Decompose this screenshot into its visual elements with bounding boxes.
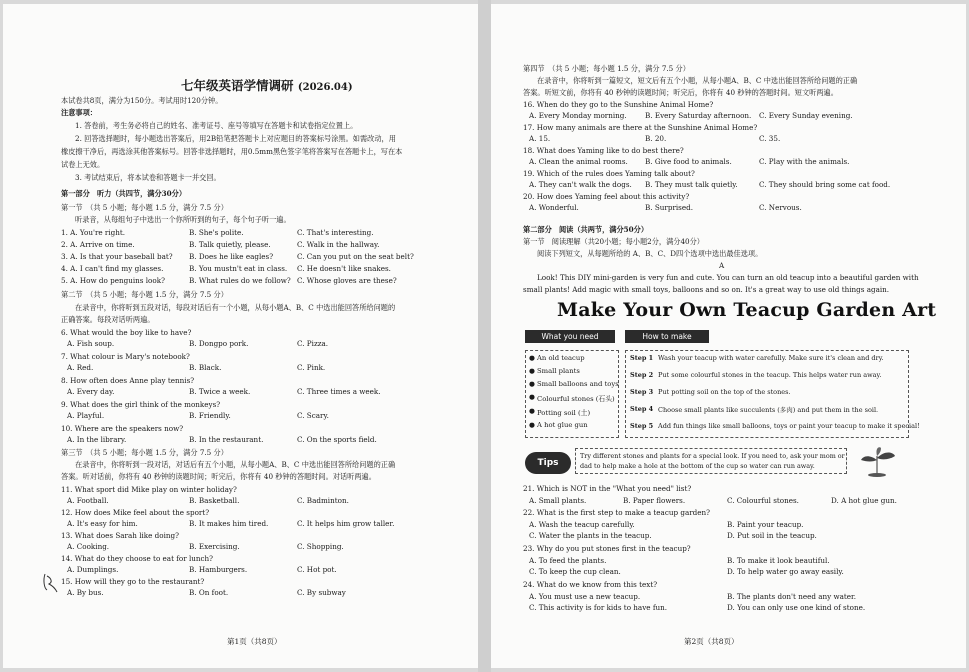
question-options [523,203,953,214]
question-text: 16. When do they go to the Sunshine Animal Home? [523,100,714,109]
option-b: B. Surprised. [645,203,694,212]
question-options [523,111,953,122]
question-text: 14. What do they choose to eat for lunch? [61,554,214,563]
option-b: B. Paint your teacup. [727,520,804,529]
option-b: B. It makes him tired. [189,519,269,528]
question-options [523,603,953,614]
option-c: C. To keep the cup clean. [529,567,621,576]
material-text: A hot glue gun [537,421,588,429]
option-b: B. The plants don't need any water. [727,592,856,601]
notice-2a: 2. 回答选择题时，每小题选出答案后，用2B铅笔把答题卡上对应题目的答案标号涂黑。如需改动，用 [75,134,396,143]
what-you-need-tab: What you need [525,330,615,343]
exam-page-2 [491,4,966,668]
question-options [523,180,953,191]
question-options [61,565,471,576]
passage-title: Make Your Own Teacup Garden Art [557,299,937,321]
material-item: ● An old teacup [529,354,585,362]
question-options [523,592,953,603]
material-item: ● Colourful stones (石头) [529,393,615,403]
option: 2. A. Arrive on time. [61,240,135,249]
question-options [61,542,471,553]
option-a: A. Red. [67,363,94,372]
sec1-heading: 第一节 （共 5 小题；每小题 1.5 分，满分 7.5 分） [61,203,228,212]
sec1-questions [61,228,471,288]
question-options [61,588,471,599]
step-number: Step 1 [630,354,654,362]
question-stem [523,123,953,134]
question-options [61,339,471,350]
step-number: Step 3 [630,388,654,396]
question-options [523,496,953,507]
option-a: A. By bus. [67,588,104,597]
material-item: ● Small balloons and toys [529,380,619,388]
option-c: C. Every Sunday evening. [759,111,853,120]
passage-line-1: Look! This DIY mini-garden is very fun and cute. You can turn an old teacup into a beautiful garden with [537,273,919,282]
material-item: ● Small plants [529,367,580,375]
step-text: Choose small plants like succulents (多肉) and put them in the soil. [658,406,879,414]
option-c: C. 35. [759,134,781,143]
question-stem [523,146,953,157]
question-options [61,387,471,398]
option-b: B. To make it look beautiful. [727,556,830,565]
question-text: 20. How does Yaming feel about this activity? [523,192,690,201]
option-b: B. Basketball. [189,496,240,505]
passage-line-2: small plants! Add magic with small toys, balloons and so on. It's a great way to use old things again. [523,285,890,294]
material-text: An old teacup [537,354,585,362]
option-a: A. Wonderful. [529,203,579,212]
option-c: C. Badminton. [297,496,349,505]
tips-text: Try different stones and plants for a special look. If you need to, ask your mom or [580,452,845,460]
material-text: Potting soil (土) [537,409,591,417]
question-text: 11. What sport did Mike play on winter holiday? [61,485,237,494]
page-gutter [478,0,491,672]
reading-section-heading: 第一节 阅读理解（共20小题；每小题2分，满分40分） [523,237,704,246]
step-text: Put some colourful stones in the teacup. This helps water run away. [658,371,882,379]
passage-label: A [719,261,725,270]
question-row [61,240,471,251]
question-options [61,363,471,374]
question-text: 21. Which is NOT in the "What you need" list? [523,484,692,493]
option: C. He doesn't like snakes. [297,264,391,273]
materials-box [525,350,619,438]
question-options [523,556,953,567]
question-text: 13. What does Sarah like doing? [61,531,179,540]
option-c: C. Three times a week. [297,387,381,396]
option-d: D. Put soil in the teacup. [727,531,817,540]
option-a: A. 15. [529,134,551,143]
tips-box [575,448,847,474]
step-text: Put potting soil on the top of the stones. [658,388,791,396]
option: B. You mustn't eat in class. [189,264,288,273]
question-stem [61,577,471,588]
option-c: C. This activity is for kids to have fun. [529,603,668,612]
option-c: C. Colourful stones. [727,496,799,505]
option-d: D. To help water go away easily. [727,567,844,576]
notice-2b: 橡皮擦干净后，再选涂其他答案标号。回答非选择题时，用0.5mm黑色签字笔将答案写在答题卡上，写在本 [61,147,403,156]
option-b: B. Every Saturday afternoon. [645,111,752,120]
option-b: B. Friendly. [189,411,231,420]
option-c: C. Play with the animals. [759,157,850,166]
option-a: A. You must use a new teacup. [529,592,641,601]
question-stem [61,400,471,411]
question-stem [61,328,471,339]
option-c: C. By subway [297,588,346,597]
question-options [61,496,471,507]
option: 5. A. How do penguins look? [61,276,165,285]
option: B. Talk quietly, please. [189,240,271,249]
exam-intro: 本试卷共8页，满分为150分。考试用时120分钟。 [61,96,223,105]
question-row [61,228,471,239]
material-text: Small plants [537,367,580,375]
option-b: B. 20. [645,134,667,143]
question-options [61,519,471,530]
question-row [61,276,471,287]
option-a: A. Football. [67,496,109,505]
option-a: A. Dumplings. [67,565,119,574]
option-c: C. Nervous. [759,203,802,212]
option: C. Can you put on the seat belt? [297,252,414,261]
step-text: Add fun things like small balloons, toys or paint your teacup to make it special! [658,422,920,430]
question-stem [523,580,953,591]
step-row [626,354,908,365]
question-options [61,411,471,422]
step-row [626,371,908,382]
step-row [626,405,908,416]
question-stem [61,352,471,363]
option-b: B. Dongpo pork. [189,339,249,348]
material-text: Colourful stones (石头) [537,395,615,403]
question-stem [61,508,471,519]
sec2-instruction-a: 在录音中，你将听到五段对话，每段对话后有一个小题，从每小题A、B、C 中选出能回答所给问题的 [75,303,396,312]
option-a: A. Playful. [67,411,105,420]
question-options [523,157,953,168]
question-text: 7. What colour is Mary's notebook? [61,352,190,361]
question-stem [523,192,953,203]
option-a: A. In the library. [67,435,127,444]
page-footer: 第1页（共8页） [227,637,282,646]
sec4-instruction-a: 在录音中，你将听到一篇短文，短文后有五个小题，从每小题A、B、C 中选出能回答所给问题的正确 [537,76,858,85]
exam-page-1 [3,4,478,668]
question-stem [61,376,471,387]
question-text: 8. How often does Anne play tennis? [61,376,195,385]
option: 1. A. You're right. [61,228,126,237]
option-a: A. To feed the plants. [529,556,607,565]
option-c: C. Pink. [297,363,326,372]
option-a: A. Small plants. [529,496,587,505]
sec2-instruction-b: 正确答案。每段对话听两遍。 [61,315,155,324]
sec3-questions [61,485,471,605]
material-item: ● A hot glue gun [529,421,588,429]
option-a: A. Wash the teacup carefully. [529,520,635,529]
step-number: Step 4 [630,405,654,413]
option-c: C. On the sports field. [297,435,377,444]
option-a: A. Cooking. [67,542,110,551]
step-text: Wash your teacup with water carefully. Make sure it's clean and dry. [658,354,884,362]
sec3-instruction-a: 在录音中，你将听到一段对话，对话后有五个小题，从每小题A、B、C 中选出能回答所给问题的正确 [75,460,396,469]
option-b: B. Hamburgers. [189,565,248,574]
option-b: B. Black. [189,363,222,372]
plant-decoration-icon [855,444,899,478]
option-a: A. Every Monday morning. [529,111,627,120]
notice-2c: 试卷上无效。 [61,160,105,169]
steps-box [625,350,920,438]
question-stem [61,485,471,496]
question-text: 15. How will they go to the restaurant? [61,577,205,586]
question-stem [61,531,471,542]
option-b: B. Give food to animals. [645,157,732,166]
option-c: C. Hot pot. [297,565,337,574]
sec3-heading: 第三节 （共 5 小题；每小题 1.5 分，满分 7.5 分） [61,448,228,457]
option-a: A. They can't walk the dogs. [529,180,632,189]
step-number: Step 5 [630,422,654,430]
step-row [626,388,908,399]
question-stem [61,424,471,435]
question-options [61,435,471,446]
option: B. Does he like eagles? [189,252,274,261]
question-text: 17. How many animals are there at the Sunshine Animal Home? [523,123,758,132]
option-b: B. On foot. [189,588,229,597]
notice-1: 1. 答卷前，考生务必将自己的姓名、准考证号、座号等填写在答题卡和试卷指定位置上。 [75,121,358,130]
option-c: C. They should bring some cat food. [759,180,891,189]
option-a: A. Fish soup. [67,339,115,348]
page-footer: 第2页（共8页） [684,637,739,646]
notice-3: 3. 考试结束后，将本试卷和答题卡一并交回。 [75,173,221,182]
question-text: 6. What would the boy like to have? [61,328,192,337]
option-c: C. Shopping. [297,542,344,551]
option-c: C. Water the plants in the teacup. [529,531,652,540]
question-text: 19. Which of the rules does Yaming talk about? [523,169,695,178]
step-number: Step 2 [630,371,654,379]
option-b: B. They must talk quietly. [645,180,738,189]
option: C. Whose gloves are these? [297,276,397,285]
question-text: 23. Why do you put stones first in the teacup? [523,544,691,553]
tips-badge: Tips [525,452,571,474]
handwritten-mark-icon [41,570,61,594]
exam-title-text: 七年级英语学情调研 [181,78,294,93]
option-b: B. Twice a week. [189,387,251,396]
option-b: B. Exercising. [189,542,240,551]
sec2-questions [61,328,471,448]
question-row [61,264,471,275]
option-b: B. In the restaurant. [189,435,264,444]
sec4-questions [523,100,953,220]
question-stem [523,508,953,519]
question-options [523,520,953,531]
question-text: 9. What does the girl think of the monkeys? [61,400,221,409]
option-a: A. Clean the animal rooms. [529,157,628,166]
option-b: B. Paper flowers. [623,496,686,505]
question-stem [523,100,953,111]
option: C. That's interesting. [297,228,374,237]
notice-label: 注意事项： [61,108,97,117]
sec4-heading: 第四节 （共 5 小题；每小题 1.5 分，满分 7.5 分） [523,64,690,73]
question-row [61,252,471,263]
tips-line [576,462,846,473]
material-item: ● Potting soil (土) [529,407,591,417]
exam-title [181,76,353,94]
reading-instruction: 阅读下列短文，从每题所给的 A、B、C、D四个选项中选出最佳选项。 [537,249,763,258]
question-stem [61,554,471,565]
option: B. She's polite. [189,228,244,237]
option-d: D. A hot glue gun. [831,496,897,505]
question-options [523,531,953,542]
reading-questions [523,484,953,614]
question-stem [523,544,953,555]
question-stem [523,169,953,180]
exam-title-year: (2026.04) [297,82,353,93]
how-to-make-tab: How to make [625,330,709,343]
option-a: A. It's easy for him. [67,519,138,528]
option: 4. A. I can't find my glasses. [61,264,164,273]
option-c: C. It helps him grow taller. [297,519,395,528]
question-options [523,567,953,578]
question-options [523,134,953,145]
sec1-instruction: 听录音，从每组句子中选出一个你所听到的句子，每个句子听一遍。 [75,215,291,224]
question-text: 22. What is the first step to make a teacup garden? [523,508,711,517]
tips-text: dad to help make a hole at the bottom of the cup so water can run away. [580,462,815,470]
option-c: C. Scary. [297,411,329,420]
step-row [626,422,920,433]
sec2-heading: 第二节 （共 5 小题；每小题 1.5 分，满分 7.5 分） [61,290,228,299]
option-c: C. Pizza. [297,339,329,348]
sec4-instruction-b: 答案。听短文前，你将有 40 秒钟的读题时间；听完后，你将有 40 秒钟的答题时间。短文听两遍。 [523,88,838,97]
question-text: 12. How does Mike feel about the sport? [61,508,210,517]
option: C. Walk in the hallway. [297,240,380,249]
question-text: 10. Where are the speakers now? [61,424,184,433]
question-text: 18. What does Yaming like to do best there? [523,146,684,155]
option: 3. A. Is that your baseball bat? [61,252,173,261]
part1-heading: 第一部分 听力（共四节，满分30分） [61,189,187,198]
part2-heading: 第二部分 阅读（共两节，满分50分） [523,225,649,234]
option-d: D. You can only use one kind of stone. [727,603,866,612]
option: B. What rules do we follow? [189,276,291,285]
question-stem [523,484,953,495]
material-text: Small balloons and toys [537,380,619,388]
option-a: A. Every day. [67,387,115,396]
question-text: 24. What do we know from this text? [523,580,658,589]
sec3-instruction-b: 答案。听对话前，你将有 40 秒钟的读题时间；听完后，你将有 40 秒钟的答题时间。对话听两遍。 [61,472,376,481]
